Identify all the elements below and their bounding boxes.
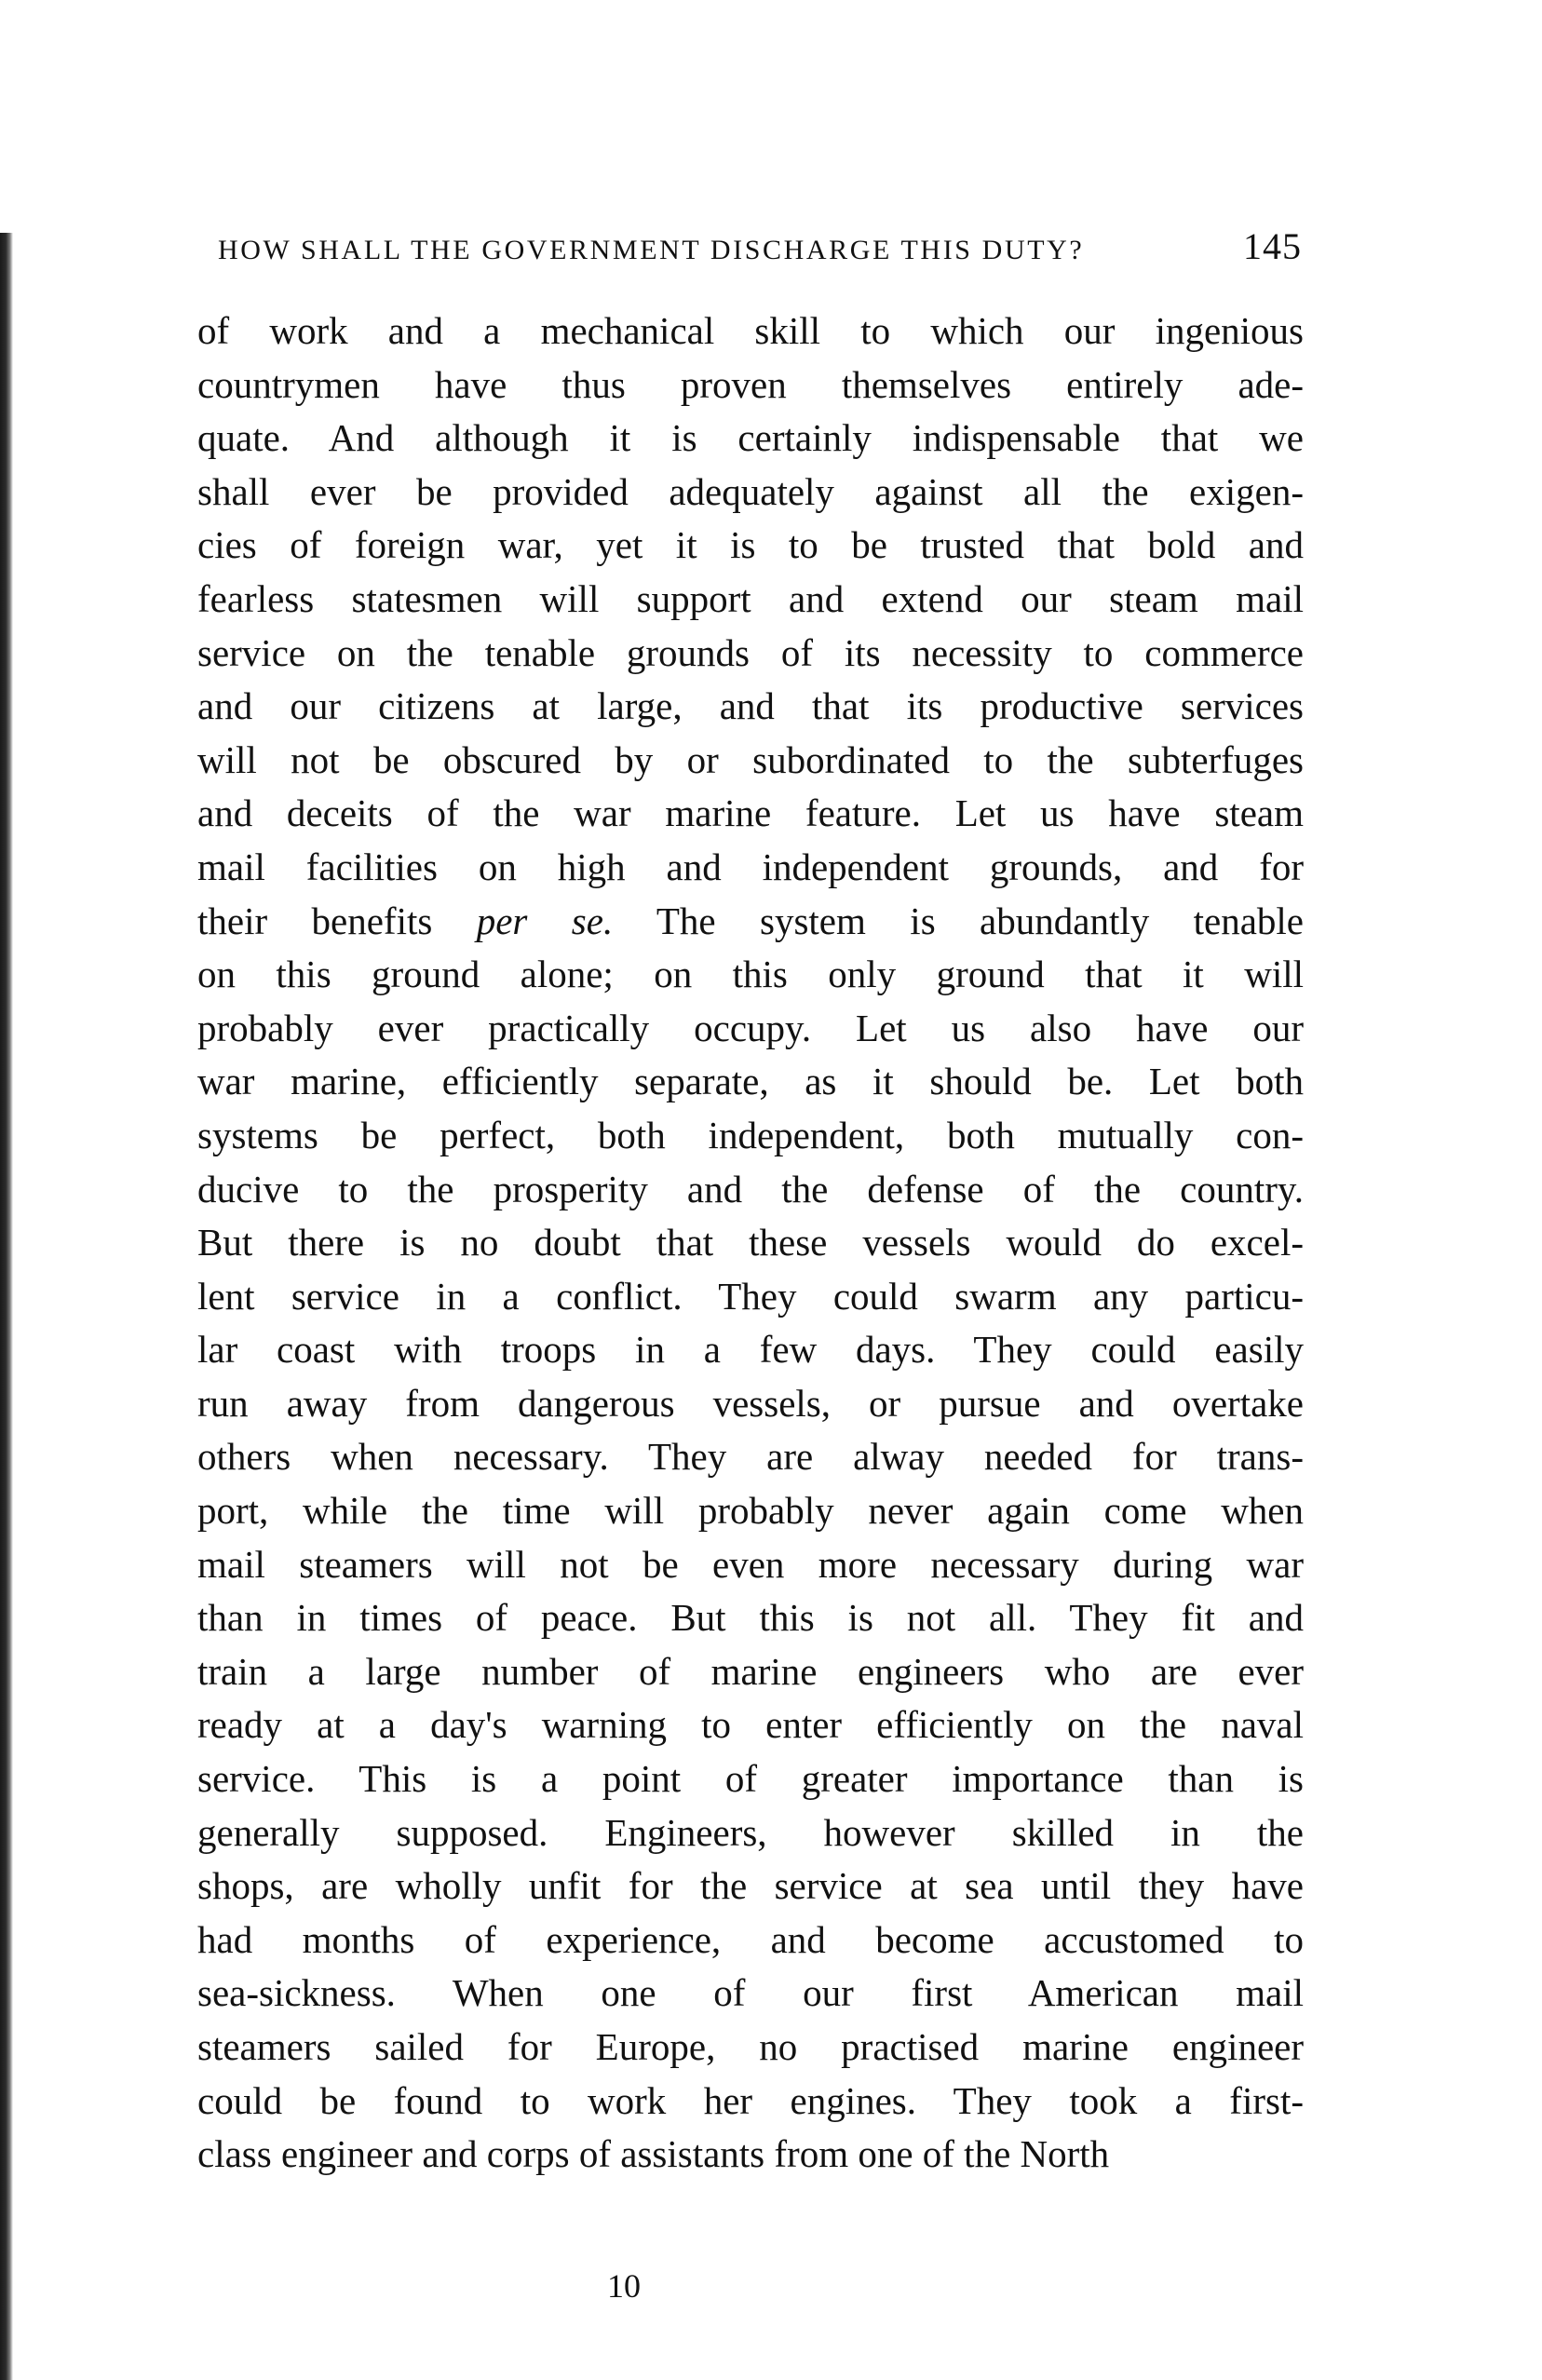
text-line: class engineer and corps of assistants from one of the North — [197, 2132, 1110, 2176]
text-line: will not be obscured by or subordinated to the subterfuges — [197, 737, 1304, 781]
text-line: shops, are wholly unfit for the service at sea until they have — [197, 1864, 1304, 1908]
running-head — [218, 224, 1302, 271]
text-line: war marine, efficiently separate, as it should be. Let both — [197, 1060, 1304, 1103]
text-line: and deceits of the war marine feature. Let us have steam — [197, 791, 1304, 835]
text-line: quate. And although it is certainly indispensable that we — [197, 416, 1304, 460]
text-line: cies of foreign war, yet it is to be trusted that bold and — [197, 523, 1304, 567]
italic-phrase: per se. — [476, 899, 614, 942]
text-line: fearless statesmen will support and extend our steam mail — [197, 576, 1304, 620]
text-line: ducive to the prosperity and the defense of the country. — [197, 1167, 1304, 1210]
body-text — [197, 304, 1304, 2182]
text-line: had months of experience, and become accustomed to — [197, 1917, 1304, 1961]
text-line: steamers sailed for Europe, no practised marine engineer — [197, 2025, 1304, 2068]
text-line: ready at a day's warning to enter efficiently on the naval — [197, 1703, 1304, 1747]
text-line: run away from dangerous vessels, or pursue and overtake — [197, 1381, 1304, 1425]
text-line: lar coast with troops in a few days. They could easily — [197, 1328, 1304, 1372]
text-line: generally supposed. Engineers, however skilled in the — [197, 1810, 1304, 1854]
text-line: But there is no doubt that these vessels would do excel- — [197, 1221, 1304, 1264]
text-line: port, while the time will probably never again come when — [197, 1489, 1304, 1533]
text-line: others when necessary. They are alway needed for trans- — [197, 1435, 1304, 1479]
text-line: than in times of peace. But this is not all. They fit and — [197, 1596, 1304, 1640]
scan-binding-edge — [0, 233, 13, 2380]
text-line: of work and a mechanical skill to which our ingenious — [197, 309, 1304, 352]
page-number: 145 — [1243, 225, 1302, 267]
text-line: service on the tenable grounds of its necessity to commerce — [197, 630, 1304, 674]
text-line: on this ground alone; on this only ground that it will — [197, 953, 1304, 996]
text-line: countrymen have thus proven themselves entirely ade- — [197, 362, 1304, 406]
running-title: HOW SHALL THE GOVERNMENT DISCHARGE THIS DUTY? — [218, 235, 1085, 265]
text-line: lent service in a conflict. They could swarm any particu- — [197, 1274, 1304, 1318]
text-line: probably ever practically occupy. Let us also have our — [197, 1006, 1304, 1049]
signature-mark: 10 — [607, 2267, 641, 2305]
text-line: could be found to work her engines. They took a first- — [197, 2078, 1304, 2122]
text-line: systems be perfect, both independent, both mutually con- — [197, 1113, 1304, 1156]
text-line: mail steamers will not be even more necessary during war — [197, 1542, 1304, 1586]
text-line: sea-sickness. When one of our first American mail — [197, 1971, 1304, 2015]
text-line: service. This is a point of greater importance than is — [197, 1757, 1304, 1801]
text-line: shall ever be provided adequately against all the exigen- — [197, 469, 1304, 513]
text-line: their benefits per se. The system is abundantly tenable — [197, 899, 1305, 942]
text-line: mail facilities on high and independent grounds, and for — [197, 845, 1304, 888]
text-line: and our citizens at large, and that its productive services — [197, 684, 1304, 728]
text-line: train a large number of marine engineers who are ever — [197, 1649, 1304, 1693]
